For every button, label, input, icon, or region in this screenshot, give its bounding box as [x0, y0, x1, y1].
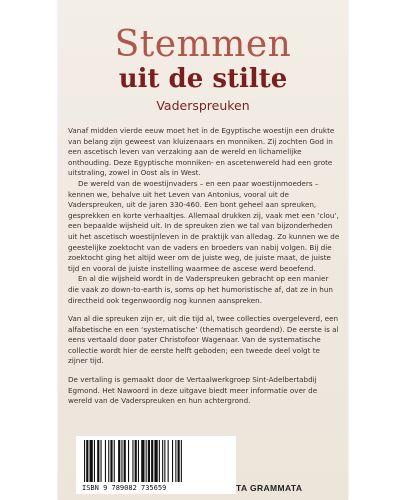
barcode-bar: [84, 440, 85, 482]
barcode-bar: [128, 440, 129, 482]
barcode-bar: [124, 440, 126, 482]
title-line-1: Stemmen: [114, 24, 292, 65]
barcode-bar: [86, 440, 88, 482]
barcode-bar: [132, 440, 133, 482]
barcode-bar: [101, 440, 102, 482]
barcode-bar: [146, 440, 147, 482]
barcode-bar: [135, 440, 137, 482]
barcode-bar: [172, 440, 173, 482]
barcode-bar: [162, 440, 163, 482]
barcode-bar: [151, 440, 153, 482]
barcode-bar: [181, 440, 182, 482]
book-back-cover: [58, 0, 348, 500]
barcode-bar: [168, 440, 169, 482]
barcode-bar: [148, 440, 150, 482]
barcode-bar: [105, 440, 106, 482]
barcode-image: [82, 440, 230, 484]
barcode-bar: [141, 440, 144, 482]
barcode-bar: [164, 440, 165, 482]
isbn-number: ISBN 9 789082 735659: [82, 484, 167, 492]
barcode-bar: [175, 440, 176, 482]
blurb-text: [68, 126, 340, 407]
blurb-paragraph-4: Van al die spreuken zijn er, uit die tijd al, twee collecties overgeleverd, een alfabetische en een ‘systematische’ (thematisch geordend). De eerste is al eens vertaald door pater Christofoor Wagenaar. Van de systematische collectie wordt hier de eerste helft geboden; een tweede deel volgt te zijner tijd.: [68, 314, 339, 366]
blurb-paragraph-3: En al die wijsheid wordt in de Vaderspreuken gebracht op een manier die vaak zo down-to-earth is, soms op het humoristische af, dat ze in hun directheid ook tegenwoordig nog kunnen aanspreken.: [68, 274, 333, 305]
blurb-paragraph-5: De vertaling is gemaakt door de Vertaalwerkgroep Sint-Adelbertabdij Egmond. Het Nawoord in deze uitgave biedt meer informatie over de wereld van de Vaderspreuken en hun achtergrond.: [68, 375, 318, 406]
barcode-block: [76, 436, 236, 494]
barcode-bar: [121, 440, 122, 482]
barcode-bar: [108, 440, 109, 482]
barcode-bar: [118, 440, 120, 482]
barcode-bar: [110, 440, 112, 482]
barcode-bar: [159, 440, 160, 482]
title-line-2: uit de stilte: [118, 64, 288, 94]
barcode-bar: [154, 440, 157, 482]
barcode-bar: [97, 440, 99, 482]
publisher-name: TA GRAMMATA: [236, 483, 303, 493]
barcode-bar: [94, 440, 95, 482]
barcode-bar: [114, 440, 115, 482]
barcode-bar: [90, 440, 93, 482]
subtitle: Vaderspreuken: [156, 98, 250, 113]
blurb-paragraph-2: De wereld van de woestijnvaders – en een paar woestijnmoeders – kennen we, behalve uit het Leven van Antonius, vooral uit de Vaderspreuken, uit de jaren 330-460. Een bont geheel aan spreuken, gesprekken en korte verhaaltjes. Allemaal drukken zij, vaak met een ‘clou’, een bepaalde wijsheid uit. In de spreuken zien we tal van bijzonderheden uit het ascetisch woestijnleven in de praktijk van alledag. Zo kunnen we de geestelijke zoektocht van de vaders en broeders van nabij volgen. Bij die zoektocht ging het altijd weer om de juiste weg, de juiste maat, de juiste tijd en vooral de juiste instelling waarmee de ascese werd beoefend.: [68, 178, 340, 273]
blurb-paragraph-1: Vanaf midden vierde eeuw moet het in de Egyptische woestijn een drukte van belang zijn geweest van kluizenaars en monniken. Zij zochten God in een ascetisch leven van verzaking aan de wereld en lichamelijke onthouding. Deze Egyptische monniken- en ascetenwereld had een grote uitstraling, zowel in Oost als in West.: [68, 126, 335, 178]
barcode-bar: [138, 440, 139, 482]
barcode-bar: [178, 440, 180, 482]
